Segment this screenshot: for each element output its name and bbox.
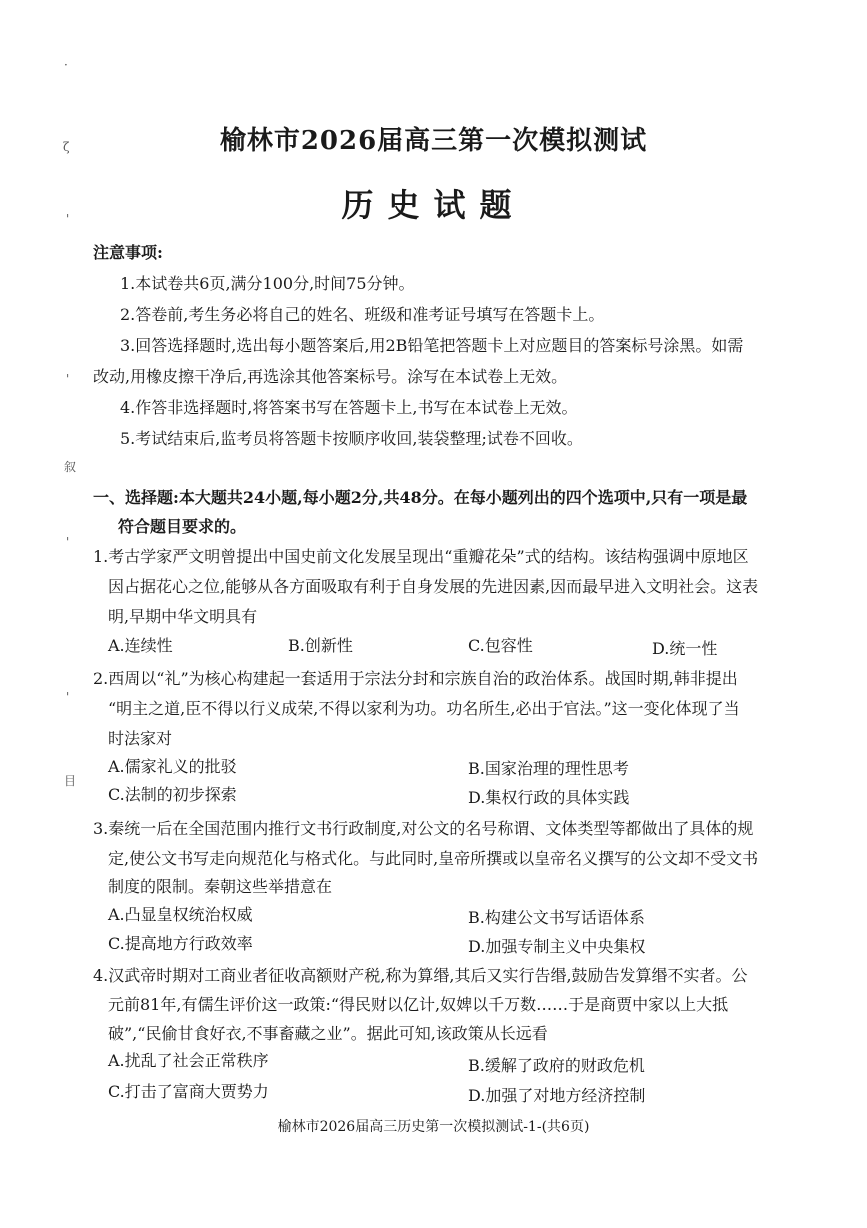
question-1-option-d: D.统一性 — [652, 639, 718, 658]
notice-heading: 注意事项: — [93, 243, 163, 262]
notice-item: 2.答卷前,考生务必将自己的姓名、班级和准考证号填写在答题卡上。 — [120, 305, 605, 324]
question-4-option-b: B.缓解了政府的财政危机 — [468, 1056, 645, 1075]
question-3-line: 定,使公文书写走向规范化与格式化。与此同时,皇帝所撰或以皇帝名义撰写的公文却不受文书 — [108, 849, 759, 868]
question-3-option-d: D.加强专制主义中央集权 — [468, 937, 646, 956]
question-4-option-d: D.加强了对地方经济控制 — [468, 1086, 646, 1105]
exam-title: 榆林市2026届高三第一次模拟测试 — [219, 126, 648, 156]
question-3-line: 3.秦统一后在全国范围内推行文书行政制度,对公文的名号称谓、文体类型等都做出了具体的规 — [93, 819, 754, 838]
question-2-option-b: B.国家治理的理性思考 — [468, 759, 629, 778]
notice-item: 改动,用橡皮擦干净后,再选涂其他答案标号。涂写在本试卷上无效。 — [93, 367, 568, 386]
question-3-option-a: A.凸显皇权统治权威 — [108, 905, 253, 924]
question-2-option-a: A.儒家礼义的批驳 — [108, 757, 237, 776]
section-heading-cont: 符合题目要求的。 — [118, 517, 247, 536]
question-1-option-c: C.包容性 — [468, 636, 533, 655]
margin-mark: ' — [66, 690, 70, 704]
question-3-option-b: B.构建公文书写话语体系 — [468, 908, 645, 927]
notice-item: 3.回答选择题时,选出每小题答案后,用2B铅笔把答题卡上对应题目的答案标号涂黑。如需 — [120, 336, 744, 355]
question-4-line: 元前81年,有儒生评价这一政策:“得民财以亿计,奴婢以千万数……于是商贾中家以上大抵 — [108, 995, 729, 1014]
margin-mark: 目 — [64, 774, 77, 788]
section-heading: 一、选择题:本大题共24小题,每小题2分,共48分。在每小题列出的四个选项中,只有一项是最 — [93, 488, 748, 507]
question-2-option-d: D.集权行政的具体实践 — [468, 788, 630, 807]
question-2-line: “明主之道,臣不得以行义成荣,不得以家利为功。功名所生,必出于官法。”这一变化体现了当 — [108, 699, 740, 718]
question-1-line: 因占据花心之位,能够从各方面吸取有利于自身发展的先进因素,因而最早进入文明社会。这表 — [108, 577, 759, 596]
question-2-line: 时法家对 — [108, 729, 173, 748]
notice-item: 4.作答非选择题时,将答案书写在答题卡上,书写在本试卷上无效。 — [120, 398, 578, 417]
exam-subtitle: 历史试题 — [341, 186, 526, 224]
question-4-line: 4.汉武帝时期对工商业者征收高额财产税,称为算缗,其后又实行告缗,鼓励告发算缗不实者。公 — [93, 966, 748, 985]
question-1-line: 1.考古学家严文明曾提出中国史前文化发展呈现出“重瓣花朵”式的结构。该结构强调中原地区 — [93, 547, 749, 566]
margin-mark: ζ — [63, 140, 70, 154]
question-3-line: 制度的限制。秦朝这些举措意在 — [108, 877, 333, 896]
notice-item: 1.本试卷共6页,满分100分,时间75分钟。 — [120, 274, 415, 293]
question-1-option-a: A.连续性 — [108, 636, 173, 655]
question-2-option-c: C.法制的初步探索 — [108, 785, 237, 804]
margin-mark: 叙 — [64, 460, 77, 474]
question-4-line: 破”,“民偷甘食好衣,不事畜藏之业”。据此可知,该政策从长远看 — [108, 1024, 548, 1043]
question-2-line: 2.西周以“礼”为核心构建起一套适用于宗法分封和宗族自治的政治体系。战国时期,韩非提出 — [93, 669, 738, 688]
question-1-line: 明,早期中华文明具有 — [108, 607, 258, 626]
margin-mark: ' — [66, 535, 70, 549]
margin-mark: ' — [66, 372, 70, 386]
question-4-option-c: C.打击了富商大贾势力 — [108, 1082, 269, 1101]
question-4-option-a: A.扰乱了社会正常秩序 — [108, 1051, 269, 1070]
notice-item: 5.考试结束后,监考员将答题卡按顺序收回,装袋整理;试卷不回收。 — [120, 429, 583, 448]
margin-mark: ' — [66, 212, 70, 226]
margin-mark: · — [64, 58, 68, 72]
question-1-option-b: B.创新性 — [288, 636, 353, 655]
page-footer: 榆林市2026届高三历史第一次模拟测试-1-(共6页) — [277, 1119, 590, 1135]
question-3-option-c: C.提高地方行政效率 — [108, 934, 253, 953]
